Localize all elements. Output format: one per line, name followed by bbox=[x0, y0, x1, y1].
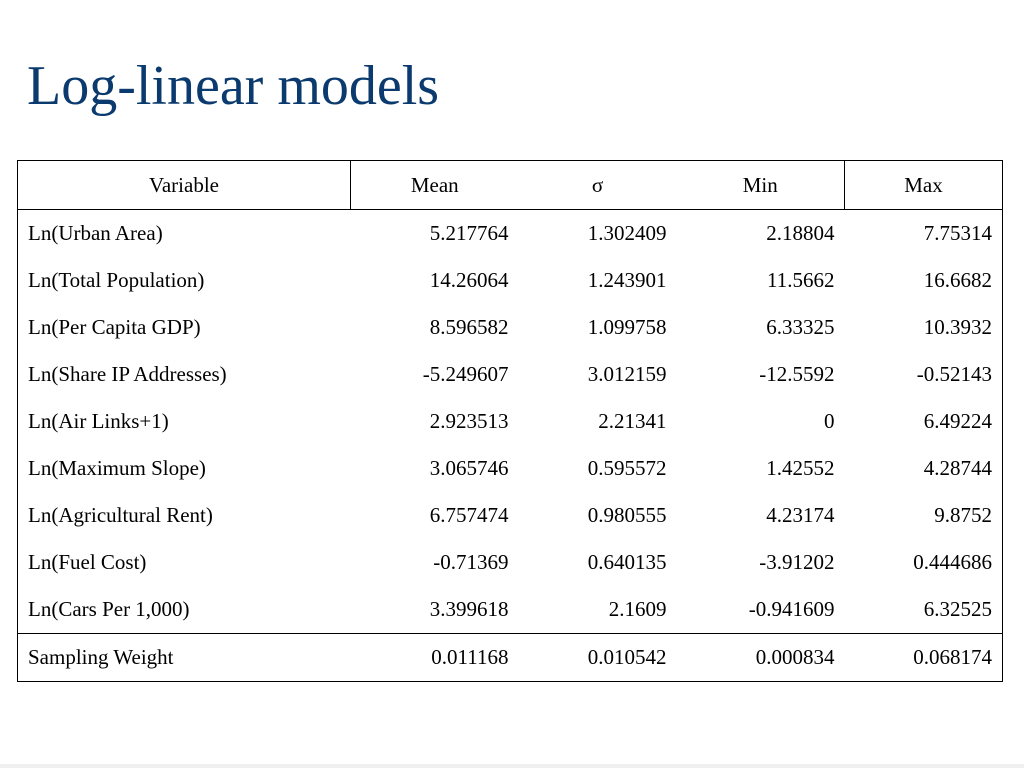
cell-sigma: 0.595572 bbox=[587, 456, 667, 480]
cell-variable: Ln(Maximum Slope) bbox=[28, 456, 206, 480]
table-weight-section bbox=[18, 634, 1003, 682]
header-min: Min bbox=[677, 161, 845, 210]
cell-max: 6.49224 bbox=[923, 409, 992, 433]
cell-min: 4.23174 bbox=[766, 503, 835, 527]
table-row bbox=[18, 304, 1003, 351]
cell-max: 10.3932 bbox=[923, 315, 992, 339]
cell-sigma: 3.012159 bbox=[587, 362, 667, 386]
cell-min: 2.18804 bbox=[766, 221, 835, 245]
cell-variable: Sampling Weight bbox=[18, 634, 351, 682]
table-row bbox=[18, 351, 1003, 398]
cell-variable: Ln(Fuel Cost) bbox=[28, 550, 147, 574]
sampling-weight-row bbox=[18, 634, 1003, 682]
cell-mean: 2.923513 bbox=[429, 409, 509, 433]
slide-title: Log-linear models bbox=[27, 55, 440, 117]
header-max: Max bbox=[845, 161, 1003, 210]
cell-variable: Ln(Agricultural Rent) bbox=[28, 503, 213, 527]
cell-mean: 6.757474 bbox=[429, 503, 509, 527]
cell-min: -3.91202 bbox=[759, 550, 835, 574]
cell-min: -0.941609 bbox=[748, 597, 835, 621]
cell-mean: -0.71369 bbox=[433, 550, 509, 574]
cell-mean: 14.26064 bbox=[429, 268, 509, 292]
table-row bbox=[18, 492, 1003, 539]
cell-max: 7.75314 bbox=[923, 221, 992, 245]
cell-max: 0.068174 bbox=[845, 634, 1003, 682]
cell-variable: Ln(Air Links+1) bbox=[28, 409, 169, 433]
cell-min: 6.33325 bbox=[766, 315, 835, 339]
cell-min: 11.5662 bbox=[767, 268, 835, 292]
cell-mean: 8.596582 bbox=[429, 315, 509, 339]
cell-variable: Ln(Share IP Addresses) bbox=[28, 362, 227, 386]
cell-min: -12.5592 bbox=[759, 362, 835, 386]
table-row bbox=[18, 445, 1003, 492]
cell-min: 0.000834 bbox=[677, 634, 845, 682]
cell-max: 9.8752 bbox=[934, 503, 992, 527]
header-mean: Mean bbox=[351, 161, 519, 210]
table-header-row bbox=[18, 161, 1003, 210]
table-row bbox=[18, 539, 1003, 586]
cell-mean: 5.217764 bbox=[429, 221, 509, 245]
cell-mean: 3.399618 bbox=[429, 597, 509, 621]
cell-mean: -5.249607 bbox=[422, 362, 509, 386]
cell-sigma: 0.980555 bbox=[587, 503, 667, 527]
cell-max: -0.52143 bbox=[916, 362, 992, 386]
cell-sigma: 1.099758 bbox=[587, 315, 667, 339]
cell-variable: Ln(Cars Per 1,000) bbox=[28, 597, 190, 621]
cell-variable: Ln(Total Population) bbox=[28, 268, 205, 292]
cell-sigma: 1.243901 bbox=[587, 268, 667, 292]
table-row bbox=[18, 210, 1003, 258]
cell-max: 0.444686 bbox=[913, 550, 992, 574]
table-row bbox=[18, 586, 1003, 634]
summary-statistics-table bbox=[17, 160, 1003, 682]
cell-max: 6.32525 bbox=[923, 597, 992, 621]
cell-mean: 3.065746 bbox=[429, 456, 509, 480]
table-row bbox=[18, 257, 1003, 304]
cell-sigma: 0.010542 bbox=[519, 634, 677, 682]
header-variable: Variable bbox=[18, 161, 351, 210]
table-body bbox=[18, 210, 1003, 634]
cell-sigma: 2.1609 bbox=[608, 597, 667, 621]
table-row bbox=[18, 398, 1003, 445]
cell-max: 16.6682 bbox=[923, 268, 992, 292]
cell-sigma: 0.640135 bbox=[587, 550, 667, 574]
header-sigma: σ bbox=[519, 161, 677, 210]
cell-max: 4.28744 bbox=[923, 456, 992, 480]
cell-sigma: 2.21341 bbox=[598, 409, 667, 433]
footer-divider bbox=[0, 764, 1024, 768]
cell-variable: Ln(Per Capita GDP) bbox=[28, 315, 201, 339]
cell-mean: 0.011168 bbox=[351, 634, 519, 682]
cell-min: 0 bbox=[824, 409, 835, 433]
cell-min: 1.42552 bbox=[766, 456, 835, 480]
cell-sigma: 1.302409 bbox=[587, 221, 667, 245]
cell-variable: Ln(Urban Area) bbox=[28, 221, 163, 245]
